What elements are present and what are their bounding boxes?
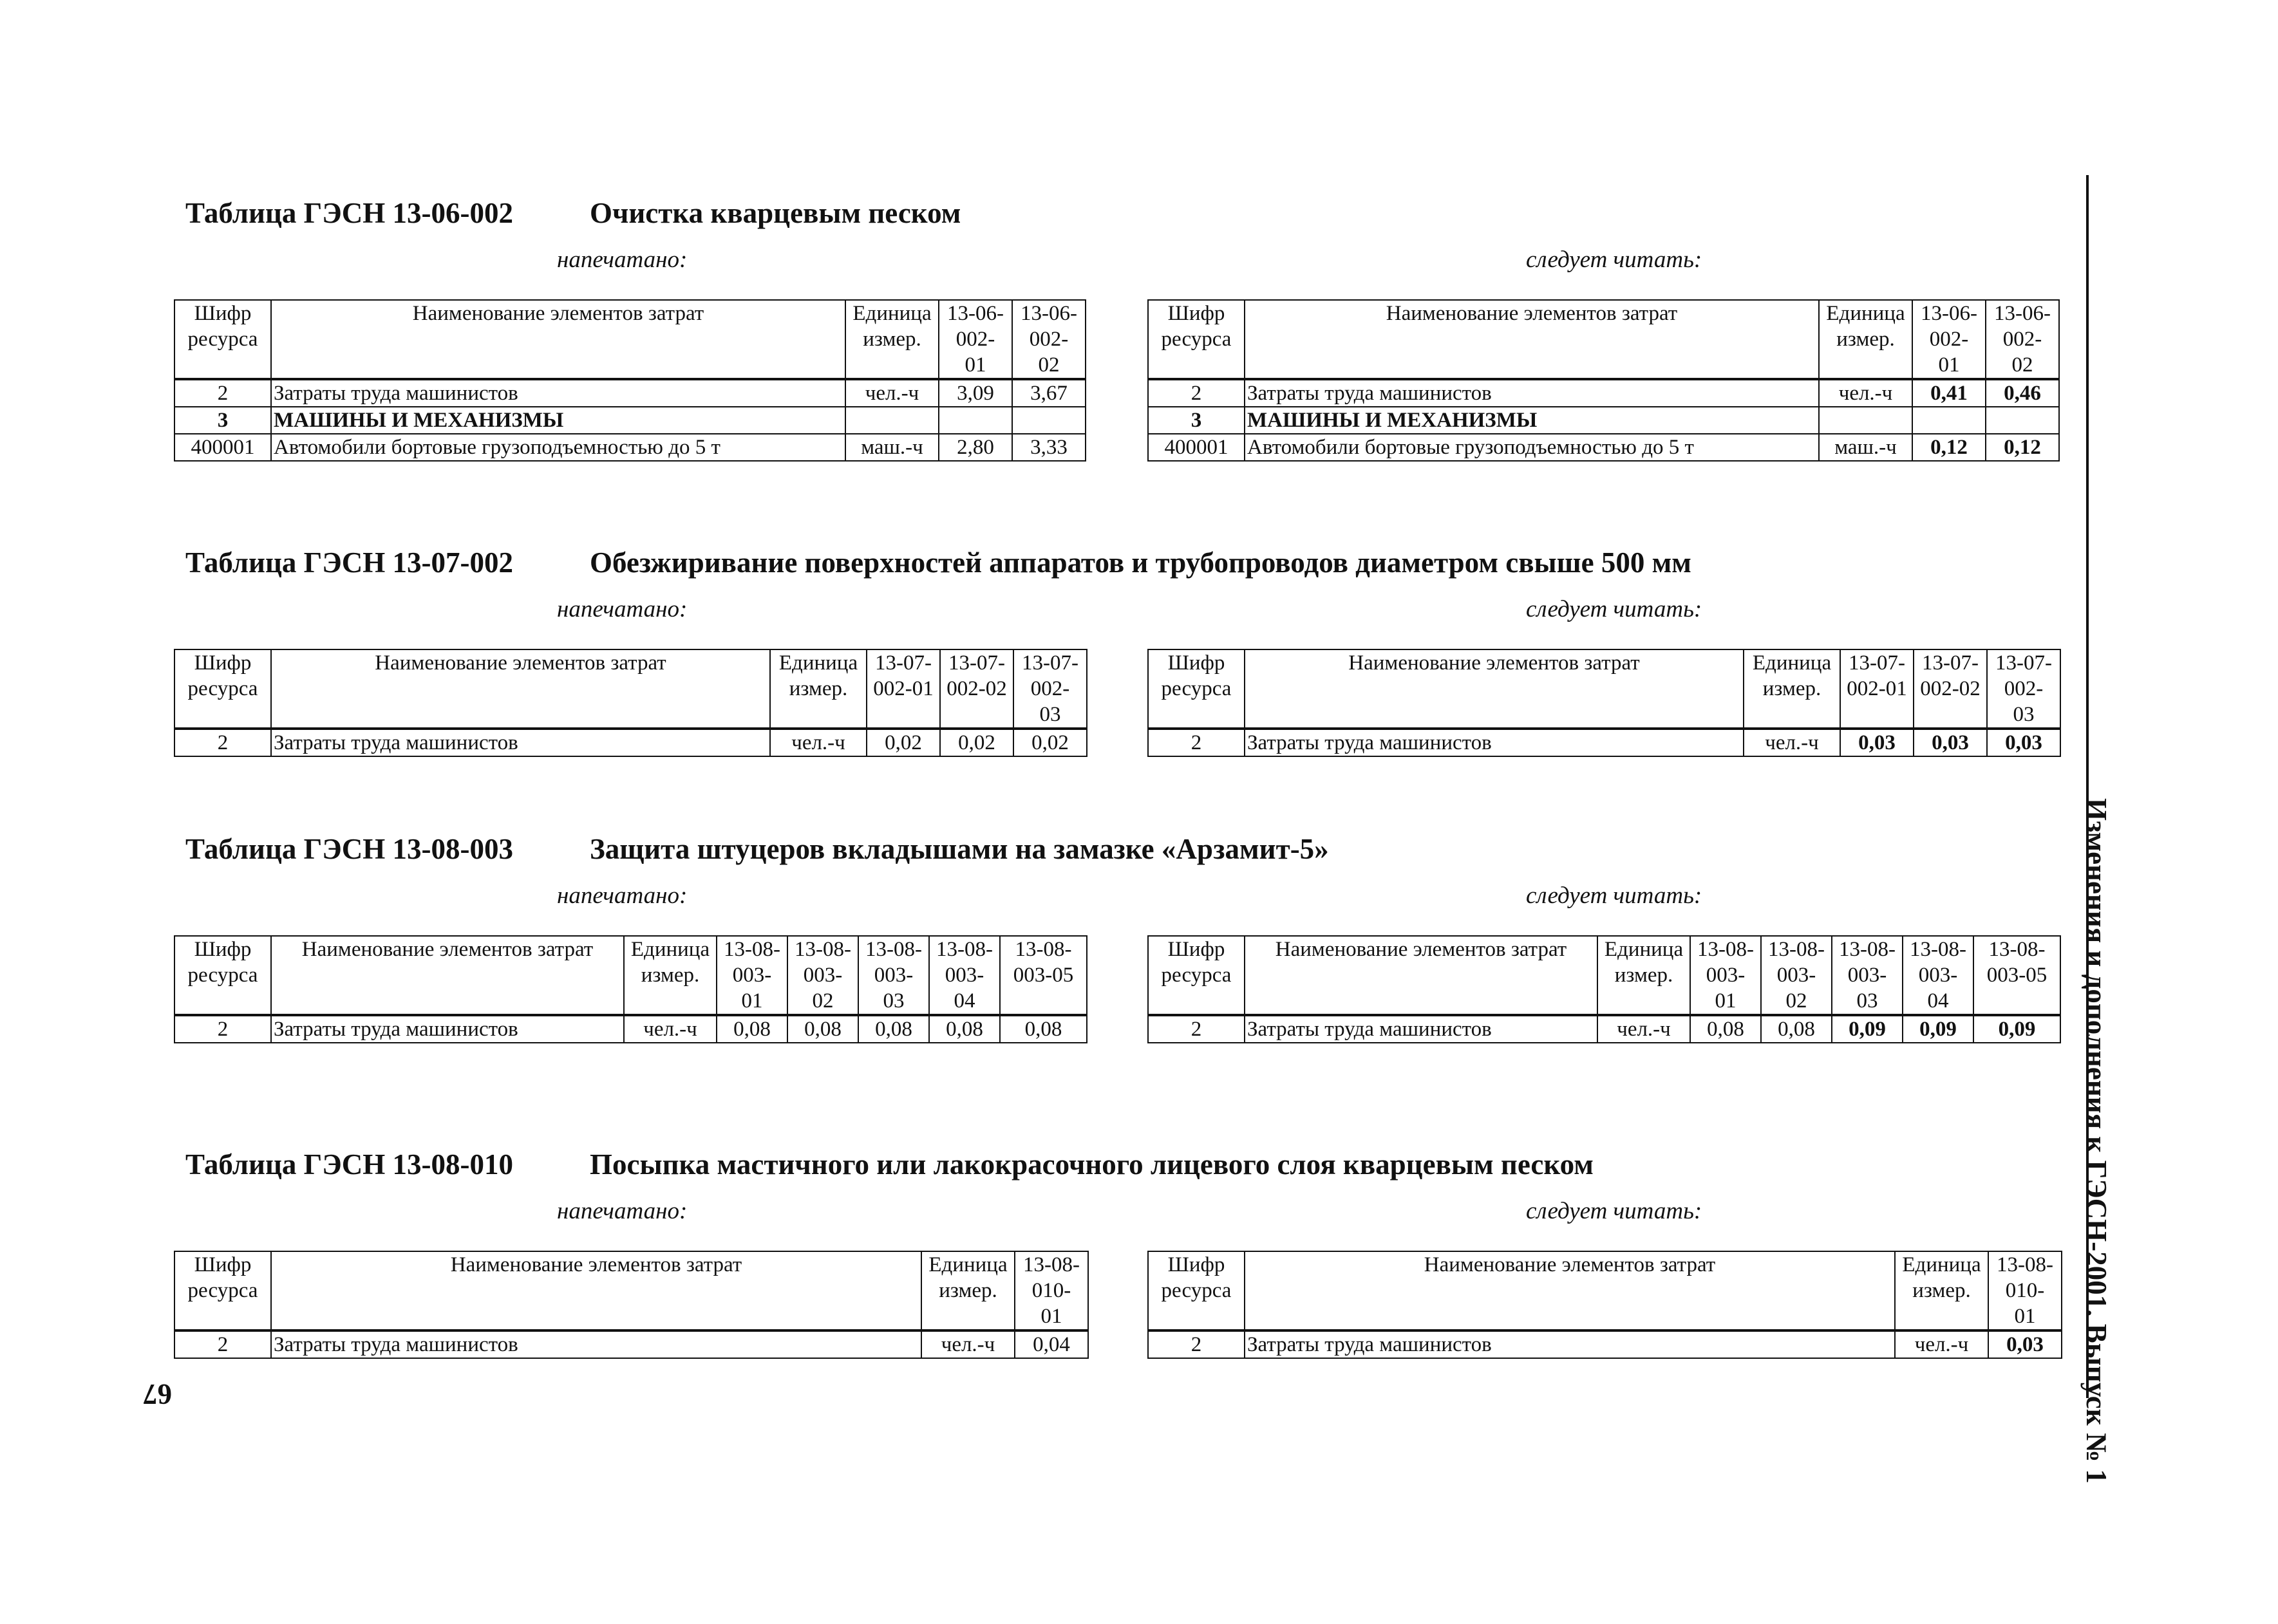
value-cell: 0,03 <box>1987 729 2060 756</box>
header-code <box>174 936 271 1015</box>
header-text: 04 <box>1927 989 1949 1013</box>
printed-table <box>174 649 1087 757</box>
value-cell: 0,12 <box>1986 434 2059 461</box>
header-text: 13-06- <box>1994 302 2051 325</box>
header-text: ресурса <box>1161 328 1232 351</box>
header-text: 003- <box>945 964 984 987</box>
resource-name: Затраты труда машинистов <box>271 379 845 407</box>
header-row <box>174 936 1087 1015</box>
value-cell: 0,08 <box>787 1015 858 1043</box>
value-cell: 0,08 <box>1000 1015 1087 1043</box>
table-row <box>1148 1015 2060 1043</box>
header-code <box>1148 936 1245 1015</box>
header-text: 13-07- <box>1849 651 1905 675</box>
unit-cell: чел.-ч <box>1819 379 1912 407</box>
header-text: 13-07- <box>1022 651 1078 675</box>
header-text: измер. <box>641 964 700 987</box>
header-text: ресурса <box>1161 677 1232 700</box>
printed-table <box>174 935 1087 1043</box>
header-text: 01 <box>1715 989 1737 1013</box>
header-text: 13-08- <box>936 938 993 961</box>
header-text: 03 <box>2013 703 2035 726</box>
header-unit <box>1819 300 1912 379</box>
header-row <box>174 300 1086 379</box>
unit-cell: маш.-ч <box>1819 434 1912 461</box>
table-row <box>1148 407 2059 434</box>
header-text: 003- <box>803 964 843 987</box>
table-code: Таблица ГЭСН 13-06-002 <box>185 197 513 229</box>
header-row <box>174 1251 1088 1330</box>
header-text: 01 <box>1938 353 1960 377</box>
header-text: Шифр <box>194 938 252 961</box>
header-text: Единица <box>630 938 710 961</box>
header-text: 002-02 <box>1920 677 1981 700</box>
value-cell: 0,08 <box>717 1015 787 1043</box>
resource-name: Затраты труда машинистов <box>271 1330 921 1358</box>
header-text: 13-08- <box>1997 1253 2053 1276</box>
header-text: Единица <box>1902 1253 1981 1276</box>
header-norm-code <box>940 649 1013 729</box>
header-name <box>271 936 624 1015</box>
table-row <box>174 379 1086 407</box>
value-cell: 0,09 <box>1903 1015 1973 1043</box>
resource-name: Автомобили бортовые грузоподъемностью до 5 т <box>271 434 845 461</box>
resource-code: 3 <box>174 407 271 434</box>
header-text: Наименование элементов затрат <box>1424 1253 1716 1276</box>
resource-code: 2 <box>1148 1330 1245 1358</box>
printed-label: напечатано: <box>557 1198 688 1224</box>
value-cell: 0,02 <box>940 729 1013 756</box>
printed-label: напечатано: <box>557 596 688 622</box>
table-row <box>1148 729 2060 756</box>
value-cell <box>1912 407 1986 434</box>
header-text: 002- <box>2004 677 2044 700</box>
header-text: 003- <box>874 964 914 987</box>
header-name <box>271 300 845 379</box>
header-text: Единица <box>1604 938 1684 961</box>
value-cell: 0,03 <box>1914 729 1987 756</box>
header-norm-code <box>1903 936 1973 1015</box>
header-text: Шифр <box>1167 302 1225 325</box>
value-cell: 0,08 <box>1690 1015 1761 1043</box>
header-norm-code <box>1832 936 1903 1015</box>
value-cell: 0,08 <box>1761 1015 1832 1043</box>
unit-cell: маш.-ч <box>845 434 939 461</box>
unit-cell: чел.-ч <box>770 729 867 756</box>
header-text: 13-08- <box>1768 938 1825 961</box>
header-text: 13-08- <box>1839 938 1896 961</box>
header-text: 01 <box>2014 1305 2036 1328</box>
header-text: ресурса <box>1161 1279 1232 1302</box>
header-text: Наименование элементов затрат <box>1275 938 1567 961</box>
header-text: 13-08- <box>724 938 780 961</box>
header-text: 003- <box>1706 964 1746 987</box>
section-heading <box>185 196 961 230</box>
resource-code: 400001 <box>174 434 271 461</box>
header-text: 003- <box>1847 964 1887 987</box>
header-text: 02 <box>1785 989 1807 1013</box>
section-heading <box>185 832 1329 866</box>
header-text: Единица <box>778 651 858 675</box>
header-text: 13-06- <box>947 302 1004 325</box>
resource-code: 3 <box>1148 407 1245 434</box>
header-text: 13-08- <box>865 938 922 961</box>
header-text: 03 <box>1039 703 1061 726</box>
header-text: Шифр <box>194 302 252 325</box>
resource-code: 400001 <box>1148 434 1245 461</box>
value-cell: 2,80 <box>939 434 1012 461</box>
printed-table <box>174 299 1086 462</box>
unit-cell: чел.-ч <box>921 1330 1015 1358</box>
table-row <box>174 729 1087 756</box>
header-text: 02 <box>1038 353 1060 377</box>
header-name <box>271 1251 921 1330</box>
resource-name: Затраты труда машинистов <box>1245 379 1819 407</box>
header-text: ресурса <box>1161 964 1232 987</box>
table-row <box>1148 434 2059 461</box>
header-norm-code <box>717 936 787 1015</box>
header-text: 003- <box>1918 964 1958 987</box>
header-text: Наименование элементов затрат <box>1386 302 1678 325</box>
unit-cell: чел.-ч <box>845 379 939 407</box>
table-code: Таблица ГЭСН 13-08-010 <box>185 1148 513 1181</box>
header-text: 002- <box>955 328 995 351</box>
resource-code: 2 <box>1148 379 1245 407</box>
resource-code: 2 <box>174 379 271 407</box>
header-text: Шифр <box>1167 1253 1225 1276</box>
header-text: измер. <box>1836 328 1895 351</box>
resource-name: Затраты труда машинистов <box>1245 1330 1895 1358</box>
unit-cell <box>845 407 939 434</box>
header-text: измер. <box>789 677 848 700</box>
resource-code: 2 <box>174 1015 271 1043</box>
header-text: Шифр <box>1167 938 1225 961</box>
header-code <box>174 300 271 379</box>
header-unit <box>921 1251 1015 1330</box>
header-text: измер. <box>863 328 921 351</box>
header-text: 002- <box>1929 328 1969 351</box>
header-norm-code <box>1761 936 1832 1015</box>
header-text: Единица <box>1826 302 1905 325</box>
resource-name: Затраты труда машинистов <box>271 1015 624 1043</box>
header-text: 003-05 <box>1013 964 1074 987</box>
resource-name: МАШИНЫ И МЕХАНИЗМЫ <box>1245 407 1819 434</box>
header-text: 010- <box>1031 1279 1071 1302</box>
header-unit <box>1597 936 1690 1015</box>
table-row <box>174 434 1086 461</box>
header-text: 03 <box>1856 989 1878 1013</box>
value-cell: 0,46 <box>1986 379 2059 407</box>
printed-table <box>174 1251 1089 1359</box>
header-unit <box>624 936 717 1015</box>
section-heading <box>185 546 1691 579</box>
table-row <box>174 407 1086 434</box>
value-cell: 0,08 <box>929 1015 1000 1043</box>
resource-name: Затраты труда машинистов <box>271 729 770 756</box>
header-norm-code <box>1986 300 2059 379</box>
header-text: измер. <box>1762 677 1821 700</box>
header-text: 13-08- <box>1023 1253 1080 1276</box>
header-text: 003- <box>1776 964 1816 987</box>
header-code <box>1148 1251 1245 1330</box>
section-heading <box>185 1148 1594 1181</box>
header-text: 13-08- <box>1015 938 1072 961</box>
header-norm-code <box>1690 936 1761 1015</box>
header-text: 002-01 <box>873 677 934 700</box>
value-cell: 0,03 <box>1840 729 1914 756</box>
header-norm-code <box>787 936 858 1015</box>
header-text: 01 <box>741 989 763 1013</box>
value-cell: 0,09 <box>1832 1015 1903 1043</box>
header-row <box>1148 1251 2062 1330</box>
corrected-table <box>1147 649 2061 757</box>
header-name <box>1245 300 1819 379</box>
table-code: Таблица ГЭСН 13-07-002 <box>185 546 513 579</box>
header-text: 002-02 <box>946 677 1007 700</box>
header-text: 002- <box>1030 677 1070 700</box>
value-cell <box>1012 407 1086 434</box>
value-cell: 3,33 <box>1012 434 1086 461</box>
header-unit <box>845 300 939 379</box>
header-text: 01 <box>1040 1305 1062 1328</box>
unit-cell: чел.-ч <box>624 1015 717 1043</box>
header-unit <box>1744 649 1840 729</box>
header-text: Единица <box>852 302 932 325</box>
header-text: 13-08- <box>1910 938 1966 961</box>
header-text: 04 <box>954 989 975 1013</box>
value-cell: 3,67 <box>1012 379 1086 407</box>
header-text: 01 <box>965 353 986 377</box>
printed-label: напечатано: <box>557 882 688 909</box>
header-row <box>1148 649 2060 729</box>
header-text: измер. <box>939 1279 997 1302</box>
header-name <box>1245 936 1597 1015</box>
header-text: Шифр <box>1167 651 1225 675</box>
value-cell: 0,04 <box>1015 1330 1088 1358</box>
should-read-label: следует читать: <box>1526 247 1702 273</box>
table-title: Посыпка мастичного или лакокрасочного лицевого слоя кварцевым песком <box>590 1148 1594 1181</box>
header-norm-code <box>939 300 1012 379</box>
header-norm-code <box>1912 300 1986 379</box>
unit-cell: чел.-ч <box>1895 1330 1988 1358</box>
header-norm-code <box>1914 649 1987 729</box>
header-norm-code <box>1987 649 2060 729</box>
header-text: 13-08- <box>1697 938 1754 961</box>
table-title: Очистка кварцевым песком <box>590 197 961 229</box>
resource-code: 2 <box>174 1330 271 1358</box>
header-norm-code <box>929 936 1000 1015</box>
header-norm-code <box>1973 936 2060 1015</box>
header-text: 03 <box>883 989 905 1013</box>
header-text: Единица <box>928 1253 1008 1276</box>
header-name <box>271 649 770 729</box>
value-cell <box>939 407 1012 434</box>
header-text: Наименование элементов затрат <box>450 1253 742 1276</box>
table-row <box>1148 1330 2062 1358</box>
header-text: 010- <box>2005 1279 2045 1302</box>
corrected-table <box>1147 299 2060 462</box>
header-code <box>174 1251 271 1330</box>
resource-code: 2 <box>1148 729 1245 756</box>
header-text: 13-07- <box>875 651 932 675</box>
header-text: Наименование элементов затрат <box>412 302 704 325</box>
header-text: Наименование элементов затрат <box>375 651 666 675</box>
corrected-table <box>1147 935 2061 1043</box>
value-cell: 0,02 <box>867 729 940 756</box>
value-cell: 0,08 <box>858 1015 929 1043</box>
resource-name: Автомобили бортовые грузоподъемностью до 5 т <box>1245 434 1819 461</box>
header-norm-code <box>867 649 940 729</box>
unit-cell: чел.-ч <box>1744 729 1840 756</box>
header-text: 003- <box>732 964 772 987</box>
header-text: 002- <box>2002 328 2042 351</box>
resource-name: Затраты труда машинистов <box>1245 729 1744 756</box>
header-text: Наименование элементов затрат <box>301 938 594 961</box>
unit-cell: чел.-ч <box>1597 1015 1690 1043</box>
table-row <box>174 1015 1087 1043</box>
header-norm-code <box>1840 649 1914 729</box>
header-norm-code <box>1988 1251 2062 1330</box>
printed-label: напечатано: <box>557 247 688 273</box>
table-title: Защита штуцеров вкладышами на замазке «Арзамит-5» <box>590 833 1329 865</box>
resource-code: 2 <box>1148 1015 1245 1043</box>
header-text: 13-07- <box>1995 651 2052 675</box>
resource-code: 2 <box>174 729 271 756</box>
header-text: ресурса <box>187 328 258 351</box>
header-code <box>1148 649 1245 729</box>
header-norm-code <box>1013 649 1087 729</box>
header-text: ресурса <box>187 964 258 987</box>
header-row <box>1148 936 2060 1015</box>
value-cell: 0,02 <box>1013 729 1087 756</box>
header-norm-code <box>858 936 929 1015</box>
header-text: 13-07- <box>1922 651 1979 675</box>
header-text: 13-08- <box>1988 938 2046 961</box>
should-read-label: следует читать: <box>1526 882 1702 909</box>
should-read-label: следует читать: <box>1526 1198 1702 1224</box>
header-row <box>1148 300 2059 379</box>
table-title: Обезжиривание поверхностей аппаратов и трубопроводов диаметром свыше 500 мм <box>590 546 1691 579</box>
header-text: 002-01 <box>1847 677 1907 700</box>
table-code: Таблица ГЭСН 13-08-003 <box>185 833 513 865</box>
header-text: ресурса <box>187 1279 258 1302</box>
header-norm-code <box>1000 936 1087 1015</box>
header-unit <box>770 649 867 729</box>
header-row <box>174 649 1087 729</box>
header-unit <box>1895 1251 1988 1330</box>
value-cell: 3,09 <box>939 379 1012 407</box>
table-row <box>1148 379 2059 407</box>
header-norm-code <box>1012 300 1086 379</box>
unit-cell <box>1819 407 1912 434</box>
header-text: 002- <box>1029 328 1069 351</box>
header-norm-code <box>1015 1251 1088 1330</box>
resource-name: МАШИНЫ И МЕХАНИЗМЫ <box>271 407 845 434</box>
should-read-label: следует читать: <box>1526 596 1702 622</box>
header-text: измер. <box>1912 1279 1971 1302</box>
value-cell: 0,09 <box>1973 1015 2060 1043</box>
header-text: ресурса <box>187 677 258 700</box>
header-text: 13-06- <box>1021 302 1077 325</box>
header-text: 02 <box>812 989 834 1013</box>
header-text: измер. <box>1614 964 1673 987</box>
page-number: 67 <box>143 1378 172 1410</box>
header-text: 02 <box>2011 353 2033 377</box>
header-name <box>1245 1251 1895 1330</box>
header-text: Шифр <box>194 1253 252 1276</box>
value-cell: 0,41 <box>1912 379 1986 407</box>
header-text: 003-05 <box>1986 964 2047 987</box>
header-text: 13-06- <box>1921 302 1977 325</box>
value-cell <box>1986 407 2059 434</box>
running-header: Изменения и дополнения к ГЭСН-2001. Выпуск № 1 <box>2080 798 2113 1484</box>
header-text: Наименование элементов затрат <box>1348 651 1640 675</box>
header-code <box>1148 300 1245 379</box>
value-cell: 0,12 <box>1912 434 1986 461</box>
table-row <box>174 1330 1088 1358</box>
value-cell: 0,03 <box>1988 1330 2062 1358</box>
corrected-table <box>1147 1251 2062 1359</box>
resource-name: Затраты труда машинистов <box>1245 1015 1597 1043</box>
header-text: Единица <box>1752 651 1832 675</box>
header-text: 13-08- <box>795 938 851 961</box>
header-text: 13-07- <box>948 651 1005 675</box>
header-name <box>1245 649 1744 729</box>
header-code <box>174 649 271 729</box>
header-text: Шифр <box>194 651 252 675</box>
